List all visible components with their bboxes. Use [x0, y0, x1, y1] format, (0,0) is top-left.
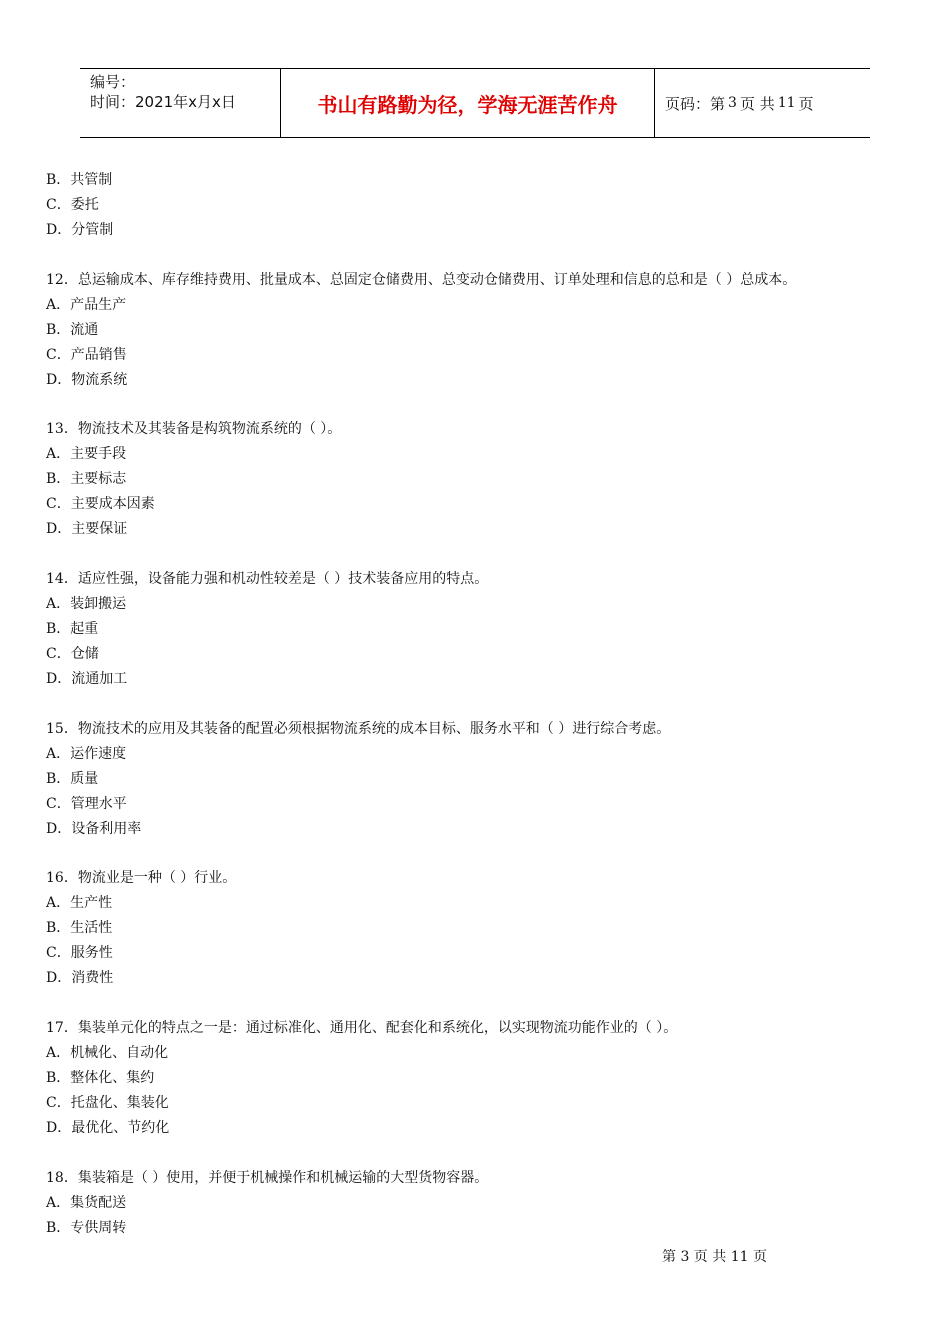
option-text: D．最优化、节约化 — [46, 1120, 170, 1137]
option-text: C．管理水平 — [46, 795, 127, 812]
option-text: C．托盘化、集装化 — [46, 1095, 169, 1112]
page-middle: 页 共 — [739, 94, 775, 113]
option-text: D．流通加工 — [46, 671, 128, 688]
blank-line — [46, 542, 886, 567]
page-current: 3 — [728, 95, 737, 111]
option-text: D．物流系统 — [46, 371, 128, 388]
option-text: B．整体化、集约 — [46, 1070, 155, 1087]
option-text: A．产品生产 — [46, 296, 127, 313]
page-footer: 第 3 页 共 11 页 — [662, 1249, 767, 1265]
option-text: C．委托 — [46, 197, 99, 213]
question-text: 17．集装单元化的特点之一是：通过标准化、通用化、配套化和系统化，以实现物流功能作业的（ ）。 — [46, 1020, 678, 1037]
option-text: D．消费性 — [46, 970, 114, 987]
option-text: C．产品销售 — [46, 346, 127, 363]
option-text: D．分管制 — [46, 222, 114, 238]
question-text: 12．总运输成本、库存维持费用、批量成本、总固定仓储费用、总变动仓储费用、订单处理和信息的总和是（ ）总成本。 — [46, 271, 797, 288]
option-text: B．质量 — [46, 770, 99, 787]
blank-line — [46, 692, 886, 717]
header-info-cell — [80, 69, 281, 137]
option-text: A．生产性 — [46, 895, 113, 912]
page-suffix: 页 — [798, 94, 814, 113]
date-label: 时间：2021年x月x日 — [90, 93, 236, 111]
header-motto: 书山有路勤为径，学海无涯苦作舟 — [281, 69, 655, 137]
question-text: 16．物流业是一种（ ）行业。 — [46, 870, 237, 887]
option-text: A．装卸搬运 — [46, 596, 127, 613]
question-text: 13．物流技术及其装备是构筑物流系统的（ ）。 — [46, 421, 342, 438]
page-header — [80, 68, 870, 138]
question-text: 15．物流技术的应用及其装备的配置必须根据物流系统的成本目标、服务水平和（ ）进行综合考虑。 — [46, 720, 671, 737]
option-text: B．主要标志 — [46, 471, 127, 488]
blank-line — [46, 991, 886, 1016]
header-page-info — [655, 69, 870, 137]
blank-line — [46, 393, 886, 418]
question-list — [46, 168, 886, 1241]
option-text: B．专供周转 — [46, 1219, 127, 1236]
option-text: B．共管制 — [46, 172, 113, 188]
option-text: D．主要保证 — [46, 521, 128, 538]
option-text: C．服务性 — [46, 945, 113, 962]
option-text: B．流通 — [46, 321, 99, 338]
option-text: B．起重 — [46, 621, 99, 638]
blank-line — [46, 243, 886, 268]
page-prefix: 页码：第 — [665, 94, 726, 113]
option-text: A．机械化、自动化 — [46, 1045, 169, 1062]
option-text: D．设备利用率 — [46, 820, 142, 837]
option-text: B．生活性 — [46, 920, 113, 937]
question-text: 18．集装箱是（ ）使用，并便于机械操作和机械运输的大型货物容器。 — [46, 1169, 489, 1186]
option-text: C．主要成本因素 — [46, 496, 155, 513]
option-text: A．运作速度 — [46, 745, 127, 762]
number-label: 编号： — [90, 73, 136, 91]
option-text: A．集货配送 — [46, 1194, 127, 1211]
blank-line — [46, 1141, 886, 1166]
question-text: 14．适应性强，设备能力强和机动性较差是（ ）技术装备应用的特点。 — [46, 571, 489, 588]
option-text: A．主要手段 — [46, 446, 127, 463]
page-total: 11 — [777, 95, 796, 111]
option-text: C．仓储 — [46, 646, 99, 663]
blank-line — [46, 842, 886, 867]
